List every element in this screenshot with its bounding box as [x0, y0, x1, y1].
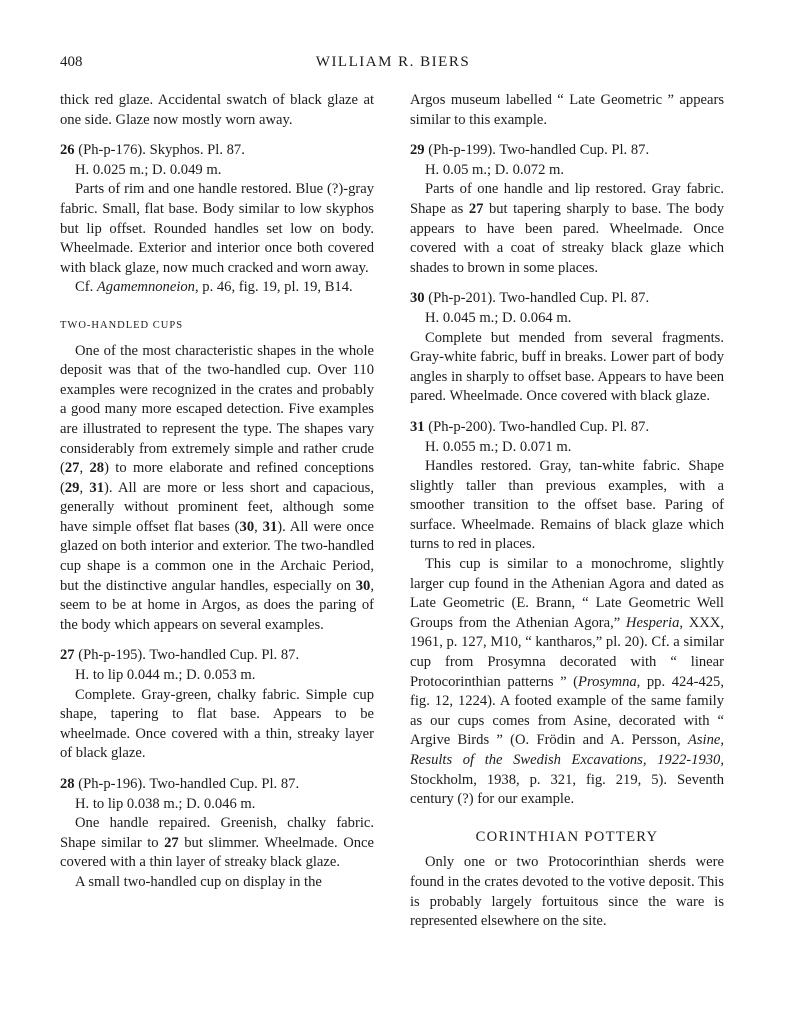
entry-heading: 30 (Ph-p-201). Two-handled Cup. Pl. 87. — [410, 290, 650, 307]
entry-measurements: H. to lip 0.044 m.; D. 0.053 m. — [75, 667, 256, 684]
section-heading: CORINTHIAN POTTERY — [475, 828, 659, 845]
entry-note: A small two-handled cup on display in the — [75, 873, 322, 890]
entry-number: 31 — [410, 418, 425, 435]
left-column — [60, 91, 374, 893]
catalogue-entry-29 — [410, 141, 724, 278]
section-intro: One of the most characteristic shapes in the whole deposit was that of the two-handled cup. Over 110 examples were recognized in the crates and probably a good many more escaped detection. Five examples are illustrated to represent the type. The shapes vary considerably from extremely simple and rather crude (27, 28) to more elaborate and refined conceptions (29, 31). All are more or less short and capacious, generally without prominent feet, although some have simple offset flat bases (30, 31). All were once glazed on both interior and exterior. The two-handled cup shape is a common one in the Archaic Period, but the distinctive angular handles, especially on 30, seem to be at home in Argos, as does the paring of the body which appears on several examples. — [60, 342, 375, 633]
catalogue-entry-28 — [60, 775, 374, 893]
entry-reference: Cf. Agamemnoneion, p. 46, fig. 19, pl. 19, B14. — [75, 279, 353, 296]
continued-paragraph: Argos museum labelled “ Late Geometric ” appears similar to this example. — [410, 92, 724, 128]
section-paragraph: Only one or two Protocorinthian sherds were found in the crates devoted to the votive deposit. This is probably largely fortuitous since the ware is represented elsewhere on the site. — [410, 854, 724, 930]
catalogue-entry-31 — [410, 418, 724, 810]
entry-number: 26 — [60, 142, 75, 159]
page-header — [60, 54, 726, 78]
entry-number: 29 — [410, 142, 425, 159]
page-number: 408 — [60, 54, 83, 70]
entry-measurements: H. 0.045 m.; D. 0.064 m. — [425, 309, 572, 326]
catalogue-entry-26 — [60, 141, 374, 298]
entry-measurements: H. 0.05 m.; D. 0.072 m. — [425, 161, 565, 178]
entry-measurements: H. 0.055 m.; D. 0.071 m. — [425, 438, 572, 455]
entry-number: 30 — [410, 290, 425, 307]
entry-number: 28 — [60, 776, 75, 792]
entry-heading: 27 (Ph-p-195). Two-handled Cup. Pl. 87. — [60, 647, 300, 664]
entry-description: Parts of rim and one handle restored. Blue (?)-gray fabric. Small, flat base. Body similar to low skyphos but lip offset. Rounded handles set low on body. Wheelmade. Exterior and interior once both covered with black glaze, now much cracked and worn away. — [60, 181, 374, 276]
entry-measurements: H. to lip 0.038 m.; D. 0.046 m. — [75, 795, 256, 812]
entry-heading: 29 (Ph-p-199). Two-handled Cup. Pl. 87. — [410, 142, 650, 159]
entry-heading: 28 (Ph-p-196). Two-handled Cup. Pl. 87. — [60, 776, 300, 792]
right-column — [410, 91, 724, 932]
catalogue-entry-30 — [410, 289, 724, 407]
catalogue-entry-27 — [60, 646, 374, 764]
entry-description: Parts of one handle and lip restored. Gray fabric. Shape as 27 but tapering sharply to base. The body appears to have been pared. Wheelmade. Once covered with a coat of streaky black glaze which shades to brown in some places. — [410, 181, 725, 276]
entry-measurements: H. 0.025 m.; D. 0.049 m. — [75, 161, 222, 178]
entry-description: Handles restored. Gray, tan-white fabric. Shape slightly taller than previous examples, with a smoother transition to the offset base. Paring of surface. Wheelmade. Remains of black glaze which turns to red in places. — [410, 458, 724, 553]
entry-number: 27 — [60, 647, 75, 664]
entry-comparanda: This cup is similar to a monochrome, slightly larger cup found in the Athenian Agora and dated as Late Geometric (E. Brann, “ Late Geometric Well Groups from the Athenian Agora,” Hesperia, XXX, 1961, p. 127, M10, “ kantharos,” pl. 20). Cf. a similar cup from Prosymna decorated with “ linear Protocorinthian patterns ” (Prosymna, pp. 424-425, fig. 12, 1224). A footed example of the same family as our cups comes from Asine, decorated with “ Argive Birds ” (O. Frödin and A. Persson, Asine, Results of the Swedish Excavations, 1922-1930, Stockholm, 1938, p. 321, fig. 219, 5). Seventh century (?) for our example. — [410, 556, 724, 808]
entry-description: Complete. Gray-green, chalky fabric. Simple cup shape, tapering to flat base. Appears to be wheelmade. Once covered with a thin, streaky layer of black glaze. — [60, 686, 374, 762]
continued-paragraph: thick red glaze. Accidental swatch of black glaze at one side. Glaze now mostly worn away. — [60, 92, 374, 128]
running-head: WILLIAM R. BIERS — [315, 54, 471, 70]
entry-description: Complete but mended from several fragments. Gray-white fabric, buff in breaks. Lower part of body angles in sharply to offset base. Appears to have been pared. Wheelmade. Once covered with black glaze. — [410, 329, 724, 405]
entry-heading: 31 (Ph-p-200). Two-handled Cup. Pl. 87. — [410, 418, 650, 435]
section-heading: TWO-HANDLED CUPS — [60, 319, 184, 331]
entry-heading: 26 (Ph-p-176). Skyphos. Pl. 87. — [60, 142, 245, 159]
entry-description: One handle repaired. Greenish, chalky fabric. Shape similar to 27 but slimmer. Wheelmade. Once covered with a thin layer of streaky black glaze. — [60, 815, 374, 871]
